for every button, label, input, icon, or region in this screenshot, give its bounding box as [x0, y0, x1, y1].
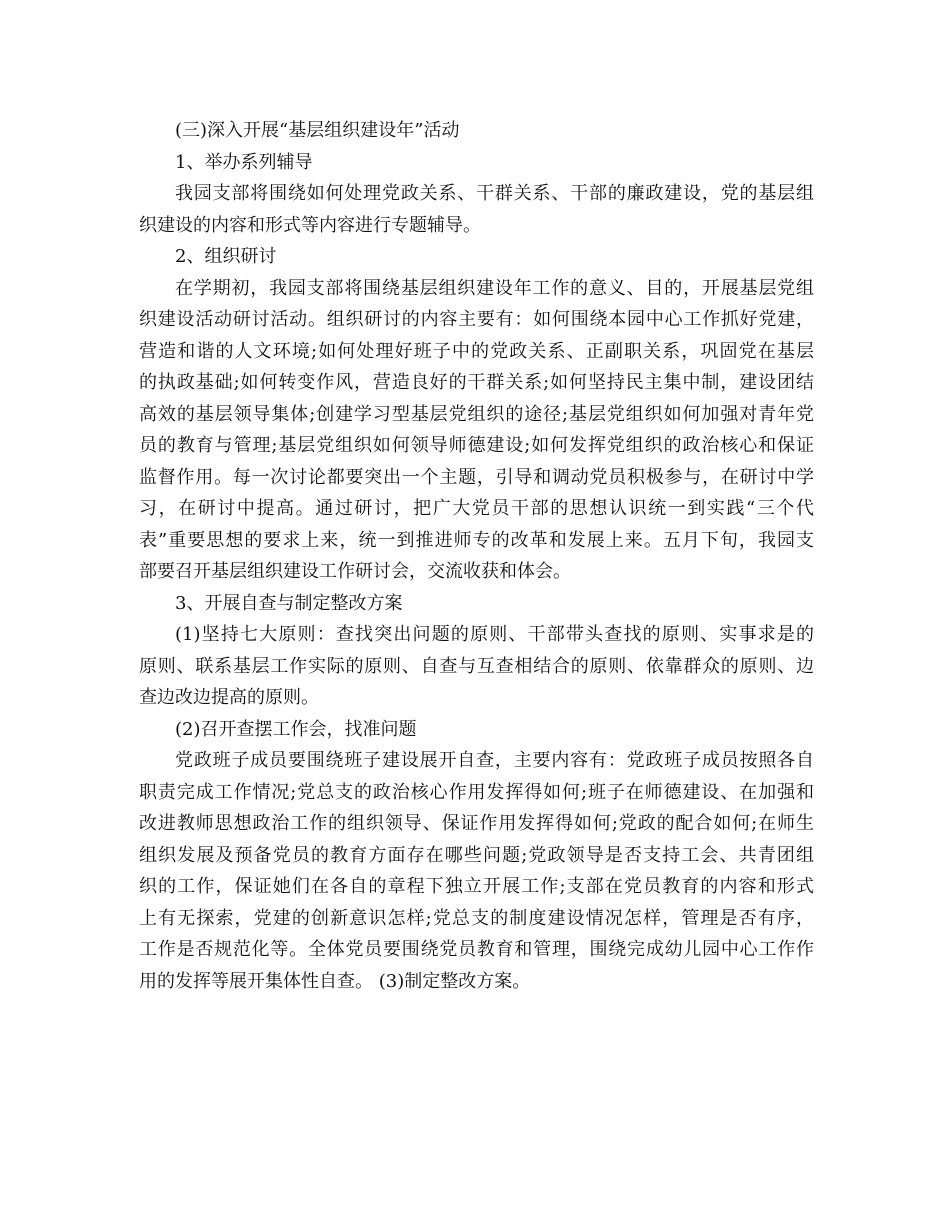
paragraph-line: 改进教师思想政治工作的组织领导、保证作用发挥得如何;党政的配合如何;在师生	[139, 813, 814, 834]
paragraph-line: 织建设活动研讨活动。组织研讨的内容主要有：如何围绕本园中心工作抓好党建，	[139, 309, 814, 330]
paragraph-line: 组织发展及预备党员的教育方面存在哪些问题;党政领导是否支持工会、共青团组	[139, 844, 814, 866]
paragraph-line: 查边改边提高的原则。	[139, 687, 319, 708]
paragraph-line: 织的工作，保证她们在各自的章程下独立开展工作;支部在党员教育的内容和形式	[139, 876, 814, 897]
paragraph-line: 高效的基层领导集体;创建学习型基层党组织的途径;基层党组织如何加强对青年党	[139, 403, 814, 425]
paragraph-line: 上有无探索，党建的创新意识怎样;党总支的制度建设情况怎样，管理是否有序，	[139, 907, 814, 929]
subheading-review-meeting: (2)召开查摆工作会，找准问题	[175, 718, 417, 740]
document-body	[139, 115, 814, 997]
paragraph-line: 在学期初，我园支部将围绕基层组织建设年工作的意义、目的，开展基层党组	[175, 277, 814, 299]
paragraph-line: 织建设的内容和形式等内容进行专题辅导。	[139, 214, 481, 236]
paragraph-line: 原则、联系基层工作实际的原则、自查与互查相结合的原则、依靠群众的原则、边	[139, 655, 814, 677]
subheading-organize-discussion: 2、组织研讨	[175, 246, 277, 267]
section-heading: (三)深入开展“基层组织建设年”活动	[175, 120, 460, 141]
subheading-self-inspection: 3、开展自查与制定整改方案	[175, 592, 403, 614]
paragraph-line: 员的教育与管理;基层党组织如何领导师德建设;如何发挥党组织的政治核心和保证	[139, 435, 814, 456]
paragraph-line: 的执政基础;如何转变作风，营造良好的干群关系;如何坚持民主集中制，建设团结	[139, 372, 814, 393]
paragraph-line: 我园支部将围绕如何处理党政关系、干群关系、干部的廉政建设，党的基层组	[175, 183, 814, 204]
paragraph-line: 用的发挥等展开集体性自查。 (3)制定整改方案。	[139, 970, 531, 992]
paragraph-line: 表”重要思想的要求上来，统一到推进师专的改革和发展上来。五月下旬，我园支	[139, 529, 814, 551]
paragraph-line: 习，在研讨中提高。通过研讨，把广大党员干部的思想认识统一到实践“三个代	[139, 498, 814, 519]
paragraph-line: 工作是否规范化等。全体党员要围绕党员教育和管理，围绕完成幼儿园中心工作作	[139, 939, 814, 960]
paragraph-line: (1)坚持七大原则：查找突出问题的原则、干部带头查找的原则、实事求是的	[175, 624, 814, 645]
paragraph-line: 监督作用。每一次讨论都要突出一个主题，引导和调动党员积极参与，在研讨中学	[139, 466, 814, 488]
subheading-series-tutoring: 1、举办系列辅导	[175, 151, 313, 173]
paragraph-line: 职责完成工作情况;党总支的政治核心作用发挥得如何;班子在师德建设、在加强和	[139, 781, 814, 803]
paragraph-line: 营造和谐的人文环境;如何处理好班子中的党政关系、正副职关系，巩固党在基层	[139, 340, 814, 362]
paragraph-line: 部要召开基层组织建设工作研讨会，交流收获和体会。	[139, 561, 571, 582]
paragraph-line: 党政班子成员要围绕班子建设展开自查，主要内容有：党政班子成员按照各自	[175, 750, 814, 771]
